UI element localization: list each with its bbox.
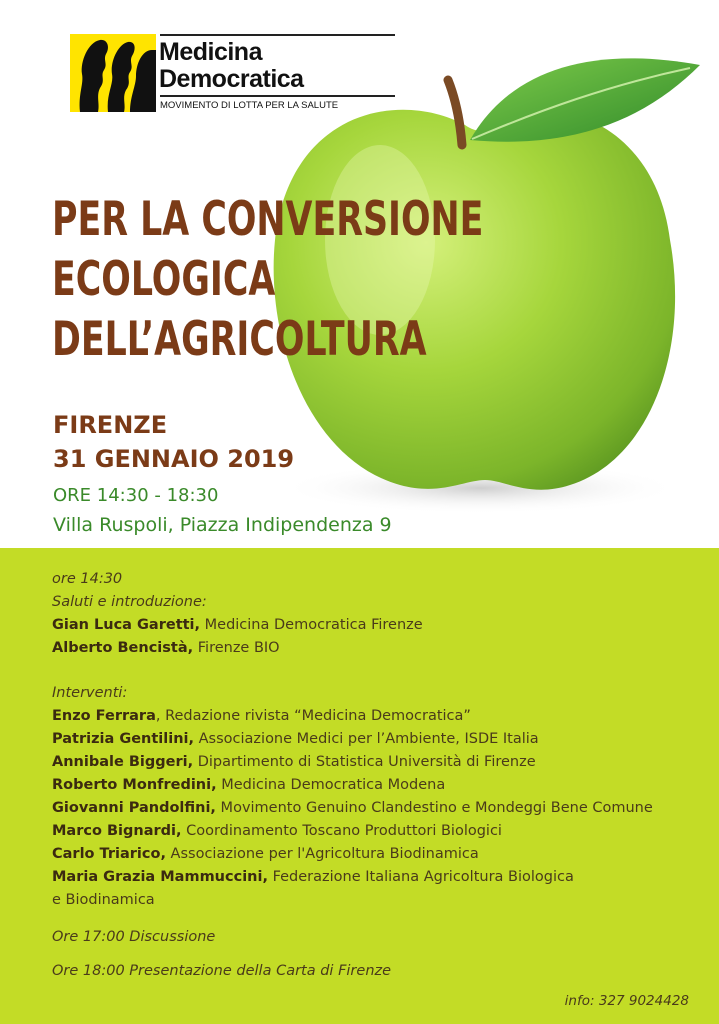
speaker-affiliation: Firenze BIO <box>193 640 280 656</box>
speaker-name: Giovanni Pandolfini, <box>52 800 216 816</box>
opening-heading: Saluti e introduzione: <box>52 594 207 610</box>
discussion-item: Ore 17:00 Discussione <box>52 929 216 945</box>
speaker-name: Roberto Monfredini, <box>52 777 217 793</box>
faces-logo-icon <box>70 34 156 112</box>
talk-item <box>52 843 479 865</box>
logo-top-rule <box>160 34 395 36</box>
opening-speaker <box>52 614 423 636</box>
speaker-name: Alberto Bencistà, <box>52 640 194 656</box>
speaker-affiliation: Associazione per l'Agricoltura Biodinamica <box>165 846 479 862</box>
speaker-affiliation: Medicina Democratica Firenze <box>200 617 423 633</box>
speaker-name: Marco Bignardi, <box>52 823 182 839</box>
logo-name-line2: Democratica <box>159 65 304 93</box>
logo-bottom-rule <box>160 95 395 97</box>
speaker-affiliation: Movimento Genuino Clandestino e Mondeggi Bene Comune <box>215 800 653 816</box>
title-line-3: DELL’AGRICOLTURA <box>52 312 427 367</box>
charter-item: Ore 18:00 Presentazione della Carta di Firenze <box>52 963 392 979</box>
title-line-2: ECOLOGICA <box>52 252 276 307</box>
speaker-name: Gian Luca Garetti, <box>52 617 201 633</box>
speaker-name: Maria Grazia Mammuccini, <box>52 869 268 885</box>
talk-item <box>52 866 574 888</box>
speaker-affiliation: Federazione Italiana Agricoltura Biologica <box>267 869 574 885</box>
speaker-affiliation: Associazione Medici per l’Ambiente, ISDE Italia <box>194 731 539 747</box>
logo-tagline: MOVIMENTO DI LOTTA PER LA SALUTE <box>160 100 339 111</box>
talk-item <box>52 797 653 819</box>
medicina-democratica-logo <box>70 32 339 114</box>
talk-item <box>52 820 502 842</box>
opening-time: ore 14:30 <box>52 571 123 587</box>
speaker-affiliation: Dipartimento di Statistica Università di Firenze <box>193 754 536 770</box>
speaker-affiliation: , Redazione rivista “Medicina Democratica” <box>155 708 471 724</box>
speaker-name: Carlo Triarico, <box>52 846 166 862</box>
event-city: FIRENZE <box>53 411 168 439</box>
speaker-affiliation: Coordinamento Toscano Produttori Biologici <box>181 823 502 839</box>
talk-item <box>52 751 536 773</box>
event-time: ORE 14:30 - 18:30 <box>53 485 219 506</box>
talk-item <box>52 728 539 750</box>
event-title <box>52 190 483 370</box>
speaker-affiliation: Medicina Democratica Modena <box>216 777 446 793</box>
event-date: 31 GENNAIO 2019 <box>53 445 295 473</box>
talk-item <box>52 774 445 796</box>
opening-speaker <box>52 637 280 659</box>
talk-item <box>52 705 471 727</box>
speaker-name: Patrizia Gentilini, <box>52 731 195 747</box>
speaker-name: Annibale Biggeri, <box>52 754 194 770</box>
logo-name-line1: Medicina <box>159 38 262 66</box>
talks-heading: Interventi: <box>52 685 128 701</box>
info-contact: info: 327 9024428 <box>564 993 689 1009</box>
talk-continuation: e Biodinamica <box>52 892 155 908</box>
speaker-name: Enzo Ferrara <box>52 708 156 724</box>
title-line-1: PER LA CONVERSIONE <box>52 192 484 247</box>
event-place: Villa Ruspoli, Piazza Indipendenza 9 <box>53 514 392 536</box>
